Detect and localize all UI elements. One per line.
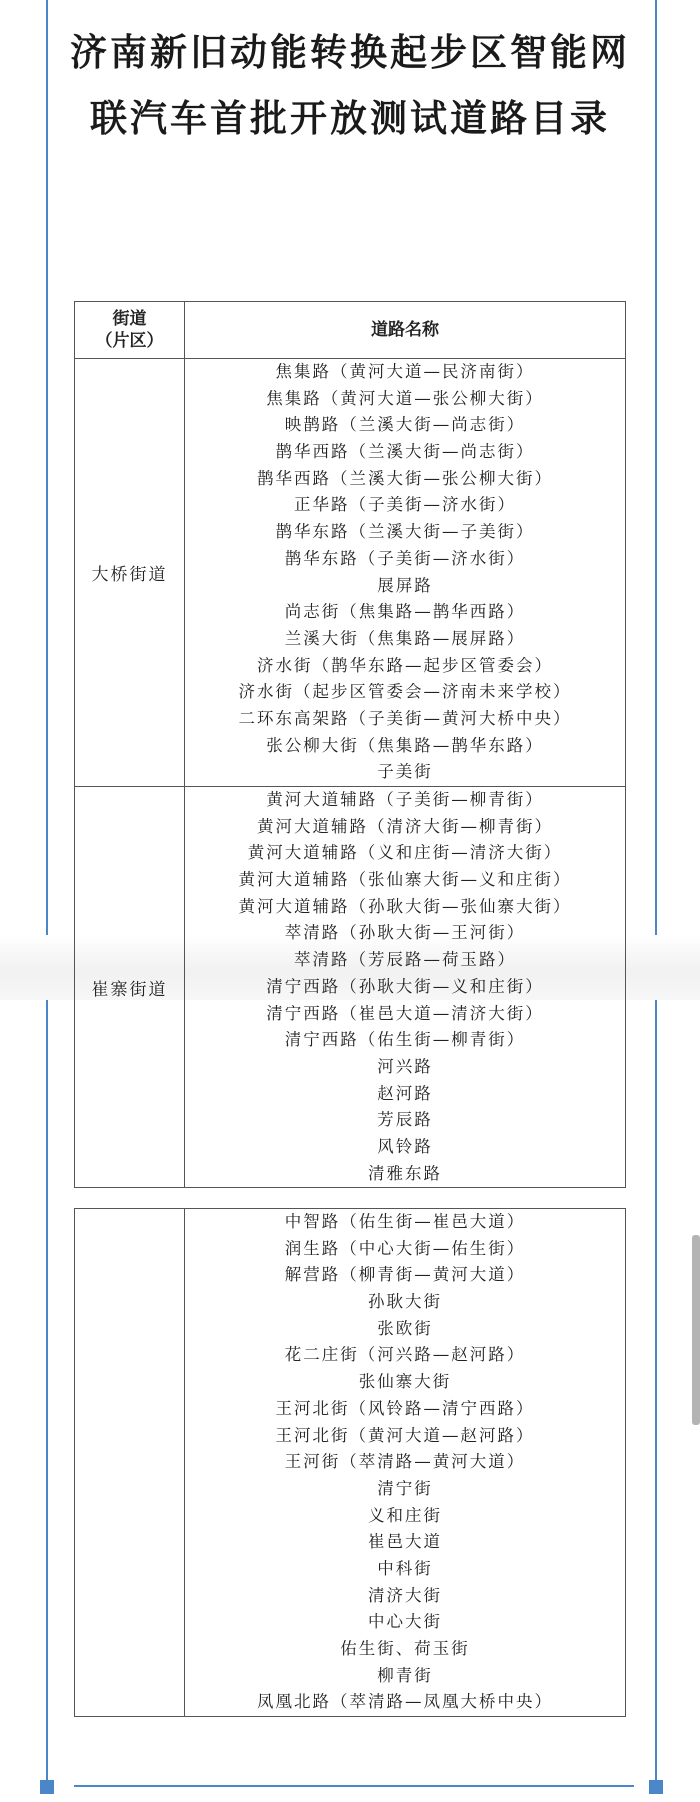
road-item: 张欧街 [377,1318,433,1338]
road-item: 清宁西路（孙耿大街—义和庄街） [266,976,544,996]
road-item: 焦集路（黄河大道—民济南街） [275,362,535,381]
district-cell: 大桥街道 [75,359,185,787]
road-item: 映鹊路（兰溪大街—尚志街） [284,415,526,435]
road-item: 济水街（鹊华东路—起步区管委会） [257,655,553,675]
table-row [75,359,626,787]
road-item: 展屏路 [377,575,433,595]
road-list-cell [185,787,626,1188]
district-header-line2: （片区） [95,331,164,351]
road-item: 清雅东路 [368,1163,442,1183]
road-item: 佑生街、荷玉街 [340,1639,470,1658]
road-item: 中科街 [377,1558,433,1578]
road-item: 黄河大道辅路（孙耿大街—张仙寨大街） [238,896,572,916]
roads-table-continuation [74,1208,626,1717]
right-frame-line [655,0,657,1780]
road-item: 鹊华西路（兰溪大街—张公柳大街） [257,468,553,488]
table-body [75,359,626,1188]
district-column-header [75,302,185,359]
road-item: 清宁西路（佑生街—柳青街） [284,1030,526,1050]
table-body-continuation [75,1209,626,1717]
left-frame-line [46,0,48,1780]
road-item: 王河街（萃清路—黄河大道） [284,1452,526,1472]
road-item: 鹊华西路（兰溪大街—尚志街） [275,442,535,462]
page-title: 济南新旧动能转换起步区智能网联汽车首批开放测试道路目录 [70,31,630,140]
road-item: 清济大街 [368,1585,442,1605]
table-row [75,787,626,1188]
road-item: 尚志街（焦集路—鹊华西路） [284,602,526,622]
road-item: 孙耿大街 [368,1292,442,1312]
road-item: 张公柳大街（焦集路—鹊华东路） [266,735,544,755]
road-item: 焦集路（黄河大道—张公柳大街） [266,388,544,408]
road-item: 柳青街 [377,1665,433,1685]
road-item: 黄河大道辅路（张仙寨大街—义和庄街） [238,870,572,890]
road-item: 风铃路 [377,1136,433,1156]
road-item: 清宁西路（崔邑大道—清济大街） [266,1003,544,1023]
road-name-column-header: 道路名称 [185,302,626,359]
road-item: 王河北街（黄河大道—赵河路） [275,1425,535,1445]
road-item: 济水街（起步区管委会—济南未来学校） [238,682,572,702]
road-item: 兰溪大街（焦集路—展屏路） [284,628,526,648]
road-item: 黄河大道辅路（清济大街—柳青街） [257,816,553,836]
road-item: 润生路（中心大街—佑生街） [284,1238,526,1258]
road-item: 二环东高架路（子美街—黄河大桥中央） [238,708,572,728]
road-item: 子美街 [377,762,433,782]
road-item: 崔邑大道 [368,1532,442,1552]
road-item: 萃清路（芳辰路—荷玉路） [294,950,516,970]
table-row [75,1209,626,1717]
scrollbar-thumb[interactable] [692,1235,700,1425]
bottom-left-corner-mark [40,1780,54,1794]
roads-table [74,301,626,1188]
road-item: 黄河大道辅路（子美街—柳青街） [266,790,544,809]
table-header-row [75,302,626,359]
road-item: 中智路（佑生街—崔邑大道） [284,1212,526,1231]
road-item: 中心大街 [368,1612,442,1632]
road-list-cell [185,359,626,787]
road-item: 凤凰北路（萃清路—凤凰大桥中央） [257,1692,553,1712]
road-item: 河兴路 [377,1056,433,1076]
road-item: 赵河路 [377,1083,433,1103]
road-item: 鹊华东路（子美街—济水街） [284,548,526,568]
district-cell [75,1209,185,1717]
road-item: 清宁街 [377,1478,433,1498]
road-item: 正华路（子美街—济水街） [294,495,516,515]
road-list-cell [185,1209,626,1717]
road-item: 黄河大道辅路（义和庄街—清济大街） [247,843,563,863]
road-item: 张仙寨大街 [358,1372,452,1392]
bottom-right-corner-mark [649,1780,663,1794]
road-item: 鹊华东路（兰溪大街—子美街） [275,522,535,542]
road-item: 王河北街（风铃路—清宁西路） [275,1398,535,1418]
district-cell: 崔寨街道 [75,787,185,1188]
road-item: 解营路（柳青街—黄河大道） [284,1265,526,1285]
road-item: 萃清路（孙耿大街—王河街） [284,923,526,943]
bottom-frame-line [74,1785,634,1787]
road-item: 芳辰路 [377,1110,433,1130]
district-header-line1: 街道 [112,309,147,329]
road-item: 义和庄街 [368,1505,442,1525]
road-item: 花二庄街（河兴路—赵河路） [284,1345,526,1365]
